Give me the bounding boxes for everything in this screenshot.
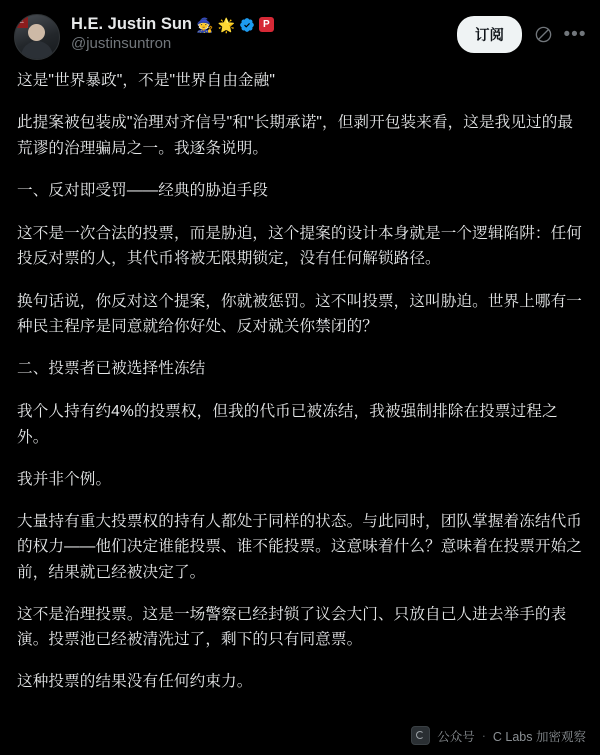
- star-emoji-icon: 🌟: [217, 16, 235, 33]
- post-paragraph: 这不是一次合法的投票，而是胁迫，这个提案的设计本身就是一个逻辑陷阱：任何投反对票的人，其代币将被无限期锁定，没有任何解锁路径。: [17, 225, 582, 268]
- post-paragraph: 我个人持有约4%的投票权，但我的代币已被冻结，我被强制排除在投票过程之外。: [17, 403, 558, 446]
- avatar-face: [28, 24, 45, 41]
- avatar-corner-label: E: [15, 15, 28, 28]
- avatar-body: [21, 41, 53, 59]
- author-names: [71, 14, 457, 52]
- author-display-name[interactable]: H.E. Justin Sun: [71, 15, 193, 33]
- post-paragraph: 大量持有重大投票权的持有人都处于同样的状态。与此同时，团队掌握着冻结代币的权力——他们决定谁能投票、谁不能投票。这意味着什么？意味着在投票开始之前，结果就已经被决定了。: [17, 513, 582, 581]
- wizard-emoji-icon: 🧙: [196, 16, 214, 33]
- more-dots: •••: [563, 23, 587, 45]
- post-header: [0, 0, 600, 66]
- verified-badge-icon: [239, 17, 255, 33]
- post-paragraph: 此提案被包装成"治理对齐信号"和"长期承诺"，但剥开包装来看，这是我见过的最荒谬的治理骗局之一。我逐条说明。: [17, 114, 574, 157]
- subscribe-button[interactable]: 订阅: [457, 16, 522, 53]
- mute-icon[interactable]: [532, 24, 554, 46]
- post-paragraph-heading: 二、投票者已被选择性冻结: [17, 360, 206, 377]
- post-paragraph-heading: 一、反对即受罚——经典的胁迫手段: [17, 181, 269, 199]
- author-name-row: [71, 15, 457, 34]
- post-body: [0, 66, 600, 695]
- header-actions: [457, 14, 586, 53]
- brand-logo-icon: [411, 726, 430, 745]
- watermark-separator: ·: [481, 728, 486, 743]
- avatar[interactable]: [14, 14, 60, 60]
- author-handle[interactable]: @justinsuntron: [71, 35, 172, 52]
- post-paragraph: 换句话说，你反对这个提案，你就被惩罚。这不叫投票，这叫胁迫。世界上哪有一种民主程序是同意就给你好处、反对就关你禁闭的？: [17, 292, 582, 335]
- post-paragraph: 这是"世界暴政"，不是"世界自由金融": [17, 72, 275, 89]
- watermark-wechat-label: 公众号: [437, 729, 475, 744]
- watermark-brand-label: C Labs 加密观察: [492, 729, 586, 744]
- more-horizontal-icon[interactable]: [564, 24, 586, 46]
- post-paragraph: 我并非个例。: [17, 470, 112, 488]
- post-paragraph: 这不是治理投票。这是一场警察已经封锁了议会大门、只放自己人进去举手的表演。投票池已经被清洗过了，剩下的只有同意票。: [17, 605, 567, 648]
- watermark: [411, 726, 586, 745]
- post-paragraph: 这种投票的结果没有任何约束力。: [17, 673, 253, 691]
- premium-badge-icon: P: [259, 17, 274, 32]
